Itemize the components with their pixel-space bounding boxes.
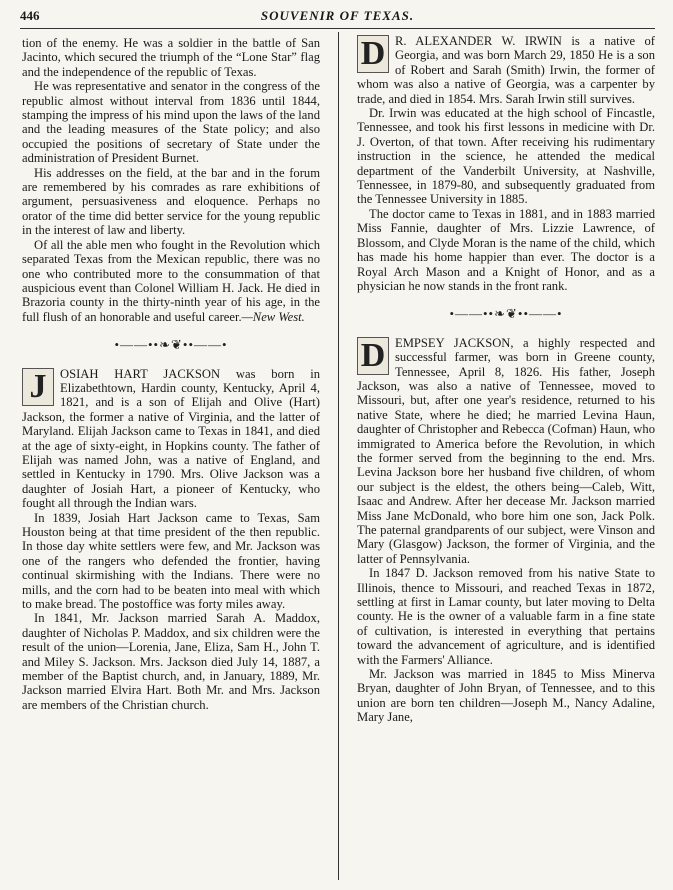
paragraph-text: Of all the able men who fought in the Revolution which separated Texas from the Mexican republic, there was no one who contributed more to the consummation of that auspicious event than Colonel William H. Jack. He died in Brazoria county in the thirty-ninth year of his age, in the full flush of an honorable and useful career. (22, 237, 320, 324)
paragraph: Mr. Jackson was married in 1845 to Miss Minerva Bryan, daughter of John Bryan, of Tennessee, and to this union are born ten children—Joseph M., Nancy Adaline, Mary Jane, (357, 667, 655, 725)
paragraph: EMPSEY JACKSON, a highly respected and successful farmer, was born in Greene county, Tennessee, April 8, 1826. His father, Joseph Jackson, was also a native of Tennessee, moved to Missouri, but, after one year's residence, returned to his native State, where he died; he married Levina Haun, daughter of Christopher and Rebecca (Cofman) Haun, who immigrated to America before the Revolution, in which the former served from the beginning to the end. Mrs. Levina Jackson bore her husband five children, of whom our subject is the eldest, the others being—Caleb, Witt, Isaac and Andrew. After her decease Mr. Jackson married Miss Jane McDonald, who bore him one son, Jack Polk. The paternal grandparents of our subject, were Vinson and Mary (Glasgow) Jackson, the former of Virginia, and the latter of Pennsylvania. (357, 335, 655, 566)
paragraph: His addresses on the field, at the bar and in the forum are remembered by his comrades as rare exhibitions of argument, persuasiveness and eloquence. Perhaps no orator of the time did better service for the young republic in the interest of law and liberty. (22, 165, 320, 238)
drop-cap: D (357, 35, 389, 73)
paragraph: Dr. Irwin was educated at the high school of Fincastle, Tennessee, and took his first lessons in medicine with Dr. J. Overton, of that town. After receiving his rudimentary instruction in the science, he attended the medical department of the Vanderbilt University, at Nashville, Tennessee, in 1879-80, and subsequently graduated from the Tennessee University in 1885. (357, 106, 655, 207)
paragraph: OSIAH HART JACKSON was born in Elizabethtown, Hardin county, Kentucky, April 4, 1821, and is a son of Elijah and Olive (Hart) Jackson, the former a native of Virginia, and the latter of Maryland. Elijah Jackson came to Texas in 1841, and died at the age of sixty-eight, in Hopkins county. The father of Elijah was named John, was a native of England, and settled in Kentucky in 1790. Mrs. Olive Jackson was a daughter of Josiah Hart, a pioneer of Kentucky, who fought all through the Indian wars. (22, 366, 320, 511)
paragraph: He was representative and senator in the congress of the republic almost without interval from 1836 until 1844, stamping the impress of his mind upon the laws of the land and the leading measures of the State policy; and also occupied the positions of secretary of State under the administration of President Burnet. (22, 79, 320, 166)
paragraph: The doctor came to Texas in 1881, and in 1883 married Miss Fannie, daughter of Mrs. Lizzie Lawrence, of Blossom, and Clyde Moran is the name of the child, which has made his home happier than ever. The doctor is a Royal Arch Mason and a Knight of Honor, and as a physician he now stands in the front rank. (357, 206, 655, 293)
page-header (20, 6, 655, 29)
paragraph: R. ALEXANDER W. IRWIN is a native of Georgia, and was born March 29, 1850 He is a son of Robert and Sarah (Smith) Irwin, the former of whom was also a native of Georgia, was a carpenter by trade, and died in 1854. Mrs. Sarah Irwin still survives. (357, 34, 655, 106)
source-citation: —New West. (241, 309, 305, 324)
biography-alexander-irwin (357, 34, 655, 106)
drop-cap: D (357, 337, 389, 375)
running-title: SOUVENIR OF TEXAS. (260, 8, 415, 23)
paragraph: tion of the enemy. He was a soldier in the battle of San Jacinto, which secured the triumph of the “Lone Star” flag and the independence of the republic of Texas. (22, 36, 320, 79)
paragraph: In 1839, Josiah Hart Jackson came to Texas, Sam Houston being at that time president of the then republic. In those day white settlers were few, and Mr. Jackson was one of the rangers who defended the frontier, having continual skirmishing with the Indians. There were no mills, and the corn had to be beaten into meal with which to make bread. The postoffice was forty miles away. (22, 510, 320, 612)
biography-josiah-hart-jackson (22, 367, 320, 511)
paragraph (22, 238, 320, 324)
paragraph: In 1847 D. Jackson removed from his native State to Illinois, thence to Missouri, and reached Texas in 1872, settling at first in Lamar county, but later moving to Delta county. He is the owner of a valuable farm in a fine state of cultivation, is interested in everything that pertains toward the advancement of agriculture, and is identified with the Farmers' Alliance. (357, 566, 655, 667)
biography-dempsey-jackson (357, 336, 655, 567)
column-divider (338, 32, 339, 880)
section-ornament: •——••❧❦••——• (449, 306, 563, 322)
page-number: 446 (20, 8, 40, 23)
drop-cap: J (22, 368, 54, 406)
section-ornament: •——••❧❦••——• (114, 337, 228, 353)
right-column (357, 36, 655, 725)
left-column (22, 36, 320, 712)
paragraph: In 1841, Mr. Jackson married Sarah A. Maddox, daughter of Nicholas P. Maddox, and six children were the result of the union—Lorenia, Jane, Eliza, Sam H., John T. and Miley S. Jackson. Mrs. Jackson died July 14, 1887, a member of the Baptist church, and, in January, 1889, Mr. Jackson married Elvira Hart. Both Mr. and Mrs. Jackson are members of the Christian church. (22, 611, 320, 712)
